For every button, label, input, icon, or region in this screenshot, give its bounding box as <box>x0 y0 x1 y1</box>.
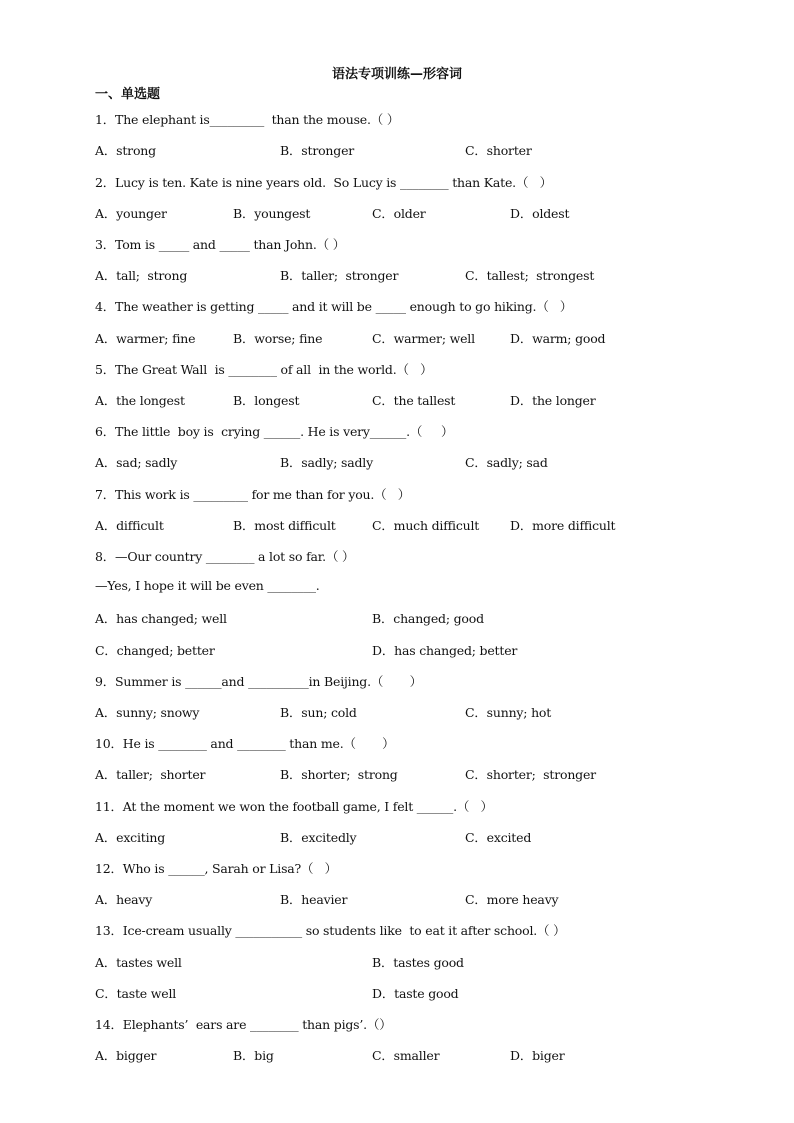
option-b[interactable]: B．sadly; sadly <box>280 455 373 470</box>
question-stem: 2．Lucy is ten. Kate is nine years old. So Lucy is ________ than Kate.（ ） <box>95 175 552 190</box>
option-d[interactable]: D．has changed; better <box>372 643 518 658</box>
question-stem: 8．—Our country ________ a lot so far.（ ） <box>95 549 355 564</box>
option-c[interactable]: C．tallest; strongest <box>465 268 595 283</box>
option-a[interactable]: A．sad; sadly <box>95 455 178 470</box>
option-d[interactable]: D．warm; good <box>510 331 606 346</box>
section-heading: 一、单选题 <box>95 87 161 102</box>
option-d[interactable]: D．taste good <box>372 986 459 1001</box>
page-title: 语法专项训练—形容词 <box>331 67 462 82</box>
option-b[interactable]: B．tastes good <box>372 955 464 970</box>
question-stem: 4．The weather is getting _____ and it will be _____ enough to go hiking.（ ） <box>95 299 573 314</box>
question-stem: 3．Tom is _____ and _____ than John.（ ） <box>95 237 346 252</box>
option-d[interactable]: D．oldest <box>510 206 570 221</box>
option-b[interactable]: B．stronger <box>280 143 355 158</box>
option-d[interactable]: D．biger <box>510 1048 565 1063</box>
question-stem: 9．Summer is ______and __________in Beijing.（ ） <box>95 674 422 689</box>
option-b[interactable]: B．excitedly <box>280 830 357 845</box>
option-b[interactable]: B．youngest <box>233 206 311 221</box>
question-stem: 6．The little boy is crying ______. He is very______.（ ） <box>95 424 454 439</box>
option-a[interactable]: A．tastes well <box>95 955 182 970</box>
option-d[interactable]: D．more difficult <box>510 518 616 533</box>
option-b[interactable]: B．sun; cold <box>280 705 357 720</box>
option-b[interactable]: B．shorter; strong <box>280 767 398 782</box>
option-a[interactable]: A．has changed; well <box>95 611 227 626</box>
option-c[interactable]: C．more heavy <box>465 892 559 907</box>
question-stem-reply: —Yes, I hope it will be even ________. <box>95 578 320 593</box>
option-c[interactable]: C．shorter; stronger <box>465 767 596 782</box>
option-b[interactable]: B．most difficult <box>233 518 336 533</box>
option-b[interactable]: B．changed; good <box>372 611 484 626</box>
option-a[interactable]: A．tall; strong <box>95 268 188 283</box>
option-a[interactable]: A．bigger <box>95 1048 157 1063</box>
option-a[interactable]: A．strong <box>95 143 156 158</box>
option-a[interactable]: A．sunny; snowy <box>95 705 200 720</box>
question-stem: 7．This work is _________ for me than for you.（ ） <box>95 487 411 502</box>
option-c[interactable]: C．warmer; well <box>372 331 475 346</box>
option-c[interactable]: C．smaller <box>372 1048 440 1063</box>
option-b[interactable]: B．longest <box>233 393 300 408</box>
option-a[interactable]: A．the longest <box>95 393 185 408</box>
option-c[interactable]: C．sadly; sad <box>465 455 548 470</box>
option-c[interactable]: C．shorter <box>465 143 532 158</box>
option-a[interactable]: A．difficult <box>95 518 164 533</box>
option-a[interactable]: A．exciting <box>95 830 166 845</box>
option-a[interactable]: A．heavy <box>95 892 153 907</box>
option-a[interactable]: A．taller; shorter <box>95 767 206 782</box>
option-b[interactable]: B．heavier <box>280 892 348 907</box>
question-stem: 11．At the moment we won the football game, I felt ______.（ ） <box>95 799 493 814</box>
question-stem: 12．Who is ______, Sarah or Lisa?（ ） <box>95 861 337 876</box>
option-b[interactable]: B．big <box>233 1048 274 1063</box>
option-c[interactable]: C．the tallest <box>372 393 456 408</box>
option-a[interactable]: A．warmer; fine <box>95 331 196 346</box>
question-stem: 13．Ice-cream usually ___________ so students like to eat it after school.（ ） <box>95 923 566 938</box>
option-c[interactable]: C．much difficult <box>372 518 480 533</box>
option-a[interactable]: A．younger <box>95 206 167 221</box>
option-d[interactable]: D．the longer <box>510 393 596 408</box>
option-b[interactable]: B．taller; stronger <box>280 268 399 283</box>
question-stem: 1．The elephant is_________ than the mouse.（ ） <box>95 112 400 127</box>
question-stem: 14．Elephants’ ears are ________ than pigs’.（） <box>95 1017 392 1032</box>
option-b[interactable]: B．worse; fine <box>233 331 323 346</box>
option-c[interactable]: C．taste well <box>95 986 177 1001</box>
question-stem: 5．The Great Wall is ________ of all in the world.（ ） <box>95 362 433 377</box>
option-c[interactable]: C．changed; better <box>95 643 215 658</box>
option-c[interactable]: C．older <box>372 206 426 221</box>
question-stem: 10．He is ________ and ________ than me.（ ） <box>95 736 395 751</box>
option-c[interactable]: C．excited <box>465 830 532 845</box>
option-c[interactable]: C．sunny; hot <box>465 705 552 720</box>
